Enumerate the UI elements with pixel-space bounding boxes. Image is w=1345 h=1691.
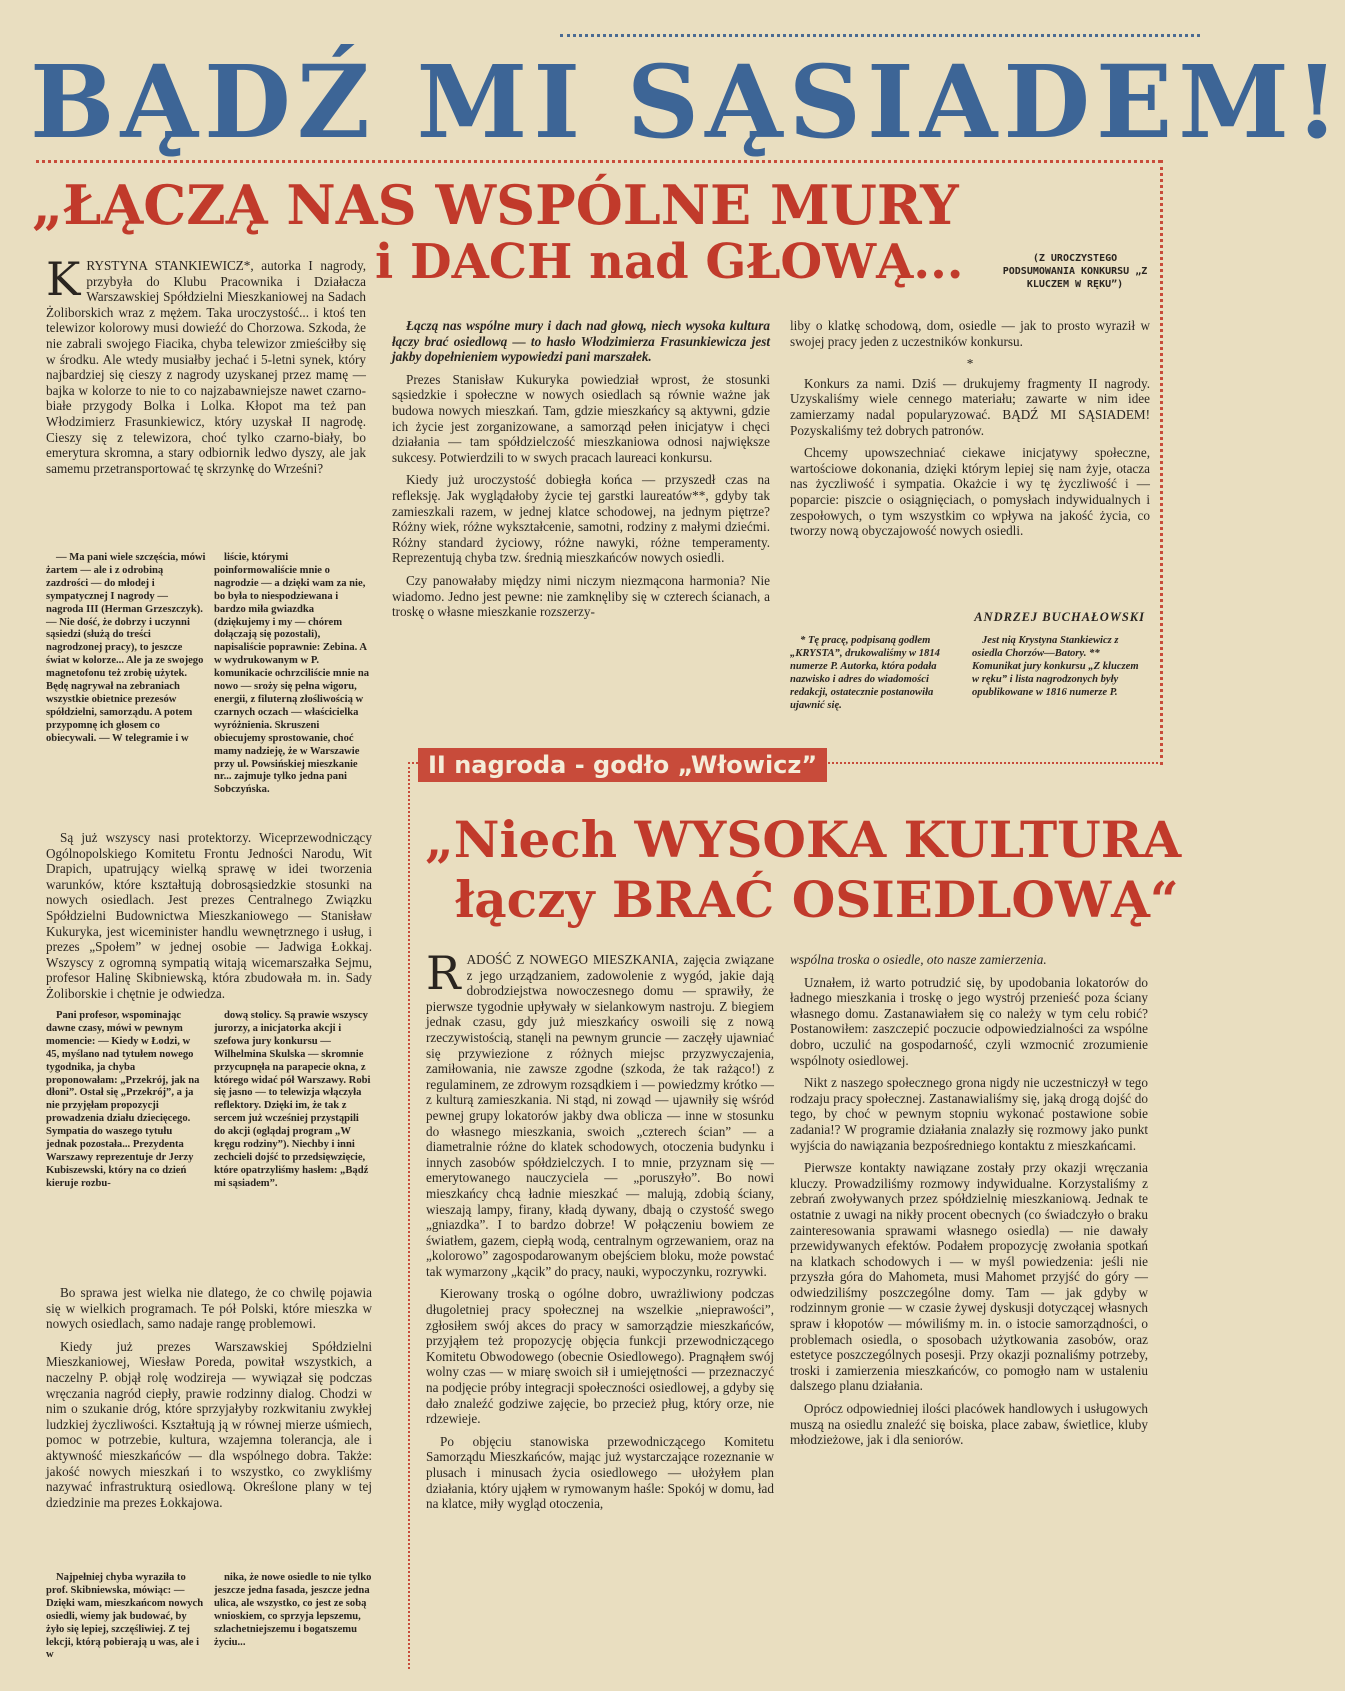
article1-col2-p4: Czy panowałaby między nimi niczym niezmącona harmonia? Nie wiadomo. Jedno jest pewne: nie zamknęliby się w czterech ścianach, a troskę o własne mieszkanie rozszerzy- <box>392 572 770 620</box>
article1-headline-line2: i DACH nad GŁOWĄ... <box>375 234 964 290</box>
right-border <box>1160 160 1163 765</box>
article1-col1-p1: RYSTYNA STANKIEWICZ*, autorka I nagrody, przybyła do Klubu Pracownika i Działacza Warszawskiej Spółdzielni Mieszkaniowej na Sadach Żoliborskich wraz z mężem. Taka uroczystość... i ktoś ten telewizor kolorowy musi dowieźć do Chorzowa. Szkoda, że nie zabrali swojego Fiacika, chyba telewizor zmieściłby się w środku. Ale wtedy musiałby jechać i 5-letni synek, który najbardziej się cieszy z nagrody uzyskanej przez mamę — bajka w kolorze to nie to co najzabawniejsze nawet czarno-białe przygody Bolka i Lolka. Kłopot ma też pan Włodzimierz Frasunkiewicz, który uzyskał II nagrodę. Cieszy się z telewizora, choć tylko czarno-biały, bo emerytura skromna, a stary odbiornik ledwo dyszy, ale jak samemu przetransportować tę skrzynkę do Wrześni? <box>46 258 366 476</box>
article1-column1-top <box>46 252 366 483</box>
small-text-c: Pani profesor, wspominając dawne czasy, mówi w pewnym momencie: — Kiedy w Łodzi, w 45, myślano nad tytułem nowego tygodnika, ja chyba proponowałam: „Przekrój, jak na dłoni”. Ostał się „Przekrój”, a ja nie przyjęłam propozycji prowadzenia działu dziecięcego. Sympatia do waszego tytułu jednak pozostała... Prezydenta Warszawy reprezentuje dr Jerzy Kubiszewski, który na co dzień kieruje rozbu- <box>46 1010 200 1189</box>
article1-col2-p3: Kiedy już uroczystość dobiegła końca — przyszedł czas na refleksję. Jak wyglądałoby życie tej garstki laureatów**, gdyby tak zamieszkali razem, w jednej klatce schodowej, na jednym piętrze? Różny wiek, różne wykształcenie, samotni, rodziny z małymi dziećmi. Różny standard życiowy, różne nawyki, różne temperamenty. Reprezentują chyba tzw. średnią mieszkańców nowych osiedli. <box>392 472 770 566</box>
article1-col2-p2: Prezes Stanisław Kukuryka powiedział wprost, że stosunki sąsiedzkie i społeczne w nowych osiedlach są równie ważne jak budowa nowych mieszkań. Tam, gdzie mieszkańcy są aktywni, gdzie ich życie jest zorganizowane, a samorząd pełen inicjatyw i chęci działania — tam spółdzielczość mieszkaniowa odnosi największe sukcesy. Potwierdzili to w swych pracach laureaci konkursu. <box>392 371 770 465</box>
article2-headline-line2: łączy BRAĆ OSIEDLOWĄ“ <box>455 870 1179 929</box>
article1-headline-line1: „ŁĄCZĄ NAS WSPÓLNE MURY <box>32 173 959 237</box>
article1-small-column-b <box>214 552 372 822</box>
article2-colB-p3: Nikt z naszego społecznego grona nigdy nie uczestniczył w tego rodzaju pracy społecznej. Zastanawialiśmy się, jaką drogą dojść do tego, by choć w pewnym stopniu wykonać postawione sobie zadania!? W programie działania znalazły się rozmowy jako punkt wyjścia do nawiązania bezpośredniego kontaktu z mieszkańcami. <box>790 1075 1148 1153</box>
separator-star: * <box>966 356 974 372</box>
article2-columnA <box>426 946 774 1672</box>
article1-column3 <box>790 318 1150 608</box>
footnote-text-2: Jest nią Krystyna Stankiewicz z osiedla Chorzów—Batory. ** Komunikat jury konkursu „Z kluczem w ręku” i lista nagrodzonych były opublikowane w 1816 numerze P. <box>972 635 1139 698</box>
dropcap-r: R <box>426 946 461 1000</box>
article1-author: ANDRZEJ BUCHAŁOWSKI <box>974 610 1145 624</box>
article1-small-column-c <box>46 1010 206 1280</box>
article1-col1-p2: Są już wszyscy nasi protektorzy. Wiceprzewodniczący Ogólnopolskiego Komitetu Frontu Jedności Narodu, Wit Drapich, upatrujący wielką sprawę w idei tworzenia warunków, które kształtują dobrosąsiedzkie stosunki na nowych osiedlach. Jest prezes Centralnego Związku Spółdzielni Budownictwa Mieszkaniowego — Stanisław Kukuryka, jest wiceminister handlu wewnętrznego i usług, i prezes „Społem” w jednej osobie — Jadwiga Łokkaj. Wszyscy z ogromną sympatią witają wicemarszałka Sejmu, profesor Halinę Skibniewską, która zbudowała m. in. Sady Żoliborskie i chętnie je odwiedza. <box>46 830 372 1001</box>
footnote-text-1: * Tę pracę, podpisaną godłem „KRYSTA”, drukowaliśmy w 1814 numerze P. Autorka, która podała nazwisko i adres do wiadomości redakcji, ostatecznie postanowiła ujawnić się. <box>790 635 940 711</box>
article1-column1-mid <box>46 830 372 1000</box>
divider-under-masthead <box>36 160 1161 163</box>
article2-colA-p1: ADOŚĆ Z NOWEGO MIESZKANIA, zajęcia związane z jego urządzaniem, zadowolenie z wygód, jakie dają dobrodziejstwa nowoczesnego domu — sprawiły, że pierwsze tygodnie upływały w sielankowym nastroju. Z biegiem jednak czasu, gdy już mieszkańcy oswoili się z nową rzeczywistością, stanęli na pewnym gruncie — zaczęły ujawniać się przywiezione z różnych miejsc przyzwyczajenia, zamiłowania, nie zawsze zgodne (szkoda, że tak rażąco!) z regulaminem, ze zdrowym rozsądkiem i — powiedzmy krótko — z kulturą zamieszkania. Ni stąd, ni zowąd — ujawniły się wśród pewnej grupy lokatorów jakby dwa oblicza — inne w stosunku do własnego mieszkania, swoich „czterech ścian” — a diametralnie różne do klatek schodowych, otoczenia budynku i innych zasobów spółdzielczych. I to mnie, przyznam się — emerytowanego nauczyciela — „poruszyło”. Bo nowi mieszkańcy chcą ładnie mieszkać — malują, zdobią ściany, wieszają lampy, firany, kładą dywany, dbają o czystość swego „gniazdka”. I to bardzo dobrze! W połączeniu bowiem ze światłem, gazem, ciepłą wodą, centralnym ogrzewaniem, oraz na „kolorowo” zagospodarowanym obejściem bloku, może powstać tak wymarzony „kącik” do pracy, nauki, wypoczynku, rozrywki. <box>426 952 774 1279</box>
article1-col3-p2: Konkurs za nami. Dziś — drukujemy fragmenty II nagrody. Uzyskaliśmy wiele cennego materiału; zawarte w nim idee zamierzamy nadal popularyzować. BĄDŹ MI SĄSIADEM! Pozyskaliśmy też dobrych patronów. <box>790 375 1150 438</box>
article2-colA-p3: Po objęciu stanowiska przewodniczącego Komitetu Samorządu Mieszkańców, mając już wystarczające rozeznanie w plusach i minusach życia osiedlowego — ułożyłem plan działania, który ująłem w rymowanym haśle: Spokój w domu, ład na klatce, miły wygląd otoczenia, <box>426 1433 774 1512</box>
article1-footnote1 <box>790 635 958 712</box>
masthead-title: BĄDŹ MI SĄSIADEM! <box>30 43 1345 161</box>
article1-column1-bottom <box>46 1285 372 1563</box>
small-text-d: dową stolicy. Są prawie wszyscy jurorzy, a inicjatorka akcji i szefowa jury konkursu — Wilhelmina Skulska — skromnie przycupnęła na parapecie okna, z którego widać pół Warszawy. Robi się jasno — to telewizja włączyła reflektory. Dzięki im, że tak z sercem już wcześniej przystąpili do akcji (oglądaj program „W kręgu rodziny”). Niechby i inni zechcieli dojść to przedsięwzięcie, które opatrzyliśmy hasłem: „Bądź mi sąsiadem”. <box>214 1010 371 1189</box>
small-text-e: Najpełniej chyba wyraziła to prof. Skibniewska, mówiąc: — Dzięki wam, mieszkańcom nowych osiedli, wiemy jak budować, by żyło się lepiej, szczęśliwiej. Z tej lekcji, którą pobierają u was, ale i w <box>46 1572 204 1661</box>
article1-col1-p3: Bo sprawa jest wielka nie dlatego, że co chwilę pojawia się w wielkich programach. Te pół Polski, które mieszka w nowych osiedlach, samo nadaje rangę problemowi. <box>46 1285 372 1332</box>
article1-small-column-f <box>214 1572 372 1682</box>
article2-colA-p2: Kierowany troską o ogólne dobro, uwrażliwiony podczas długoletniej pracy społecznej na wszelkie „nieprawości”, zgłosiłem swój akces do pracy w samorządzie mieszkańców, przyjąłem też propozycję objęcia funkcji przewodniczącego Komitetu Obwodowego (obecnie Osiedlowego). Pragnąłem swój wolny czas — w miarę swoich sił i umiejętności — przeznaczyć na podjęcie próby integracji społeczności osiedlowej, a gdyby się dało znaleźć godziwe zajęcie, bo przecież pług, który orze, nie rdzewieje. <box>426 1286 774 1427</box>
article2-colB-p1: wspólna troska o osiedle, oto nasze zamierzenia. <box>790 952 1047 967</box>
article2-colB-p2: Uznałem, iż warto potrudzić się, by upodobania lokatorów do ładnego mieszkania i troskę o jego wystrój przenieść poza ściany własnego domu. Zastanawiałem się co należy w tym celu robić? Postanowiłem: zaszczepić poczucie odpowiedzialności za wspólne dobro, uczulić na gospodarność, czyli wzmocnić zrozumienie wspólnoty osiedlowej. <box>790 974 1148 1068</box>
small-text-f: nika, że nowe osiedle to nie tylko jeszcze jedna fasada, jeszcze jedna ulica, ale wszystko, co jest ze sobą wnioskiem, co sprzyja lepszemu, szlachetniejszemu i bogatszemu życiu... <box>214 1572 372 1648</box>
article1-col3-p3: Chcemy upowszechniać ciekawe inicjatywy społeczne, wartościowe dokonania, dzięki którym lepiej się nam żyje, otacza nas życzliwość i sympatia. Okażcie i wy tę życzliwość i — poparcie: piszcie o osiągnięciach, o pomysłach indywidualnych i zespołowych, o tym wszystkim co wpływa na jakość życia, co tworzy nową obyczajowość nowych osiedli. <box>790 445 1150 539</box>
article1-col3-p1: liby o klatkę schodową, dom, osiedle — jak to prosto wyraził w swojej pracy jeden z uczestników konkursu. <box>790 318 1150 349</box>
article2-banner: II nagroda - godło „Włowicz” <box>418 748 827 782</box>
article1-col1-p4: Kiedy już prezes Warszawskiej Spółdzielni Mieszkaniowej, Wiesław Poreda, powitał wszystkich, a naczelny P. objął rolę wodzireja — wywiązał się podczas wręczania nagród ciepły, prawie rodzinny dialog. Chodzi w nim o szukanie dróg, które sprzyjałyby rozkwitaniu zwykłej ludzkiej życzliwości. Kształtują ją w równej mierze uśmiech, pomoc w potrzebie, kultura, wzajemna tolerancja, ale i aktywność mieszkańców — dla wspólnego dobra. Także: jakość nowych mieszkań i to wszystko, co zwykliśmy nazywać infrastrukturą osiedlową. Określone plany w tej dziedzinie ma prezes Łokkajowa. <box>46 1338 372 1510</box>
article1-side-note: (Z UROCZYSTEGO PODSUMOWANIA KONKURSU „Z KLUCZEM W RĘKU”) <box>1002 253 1148 290</box>
article1-small-column-d <box>214 1010 372 1280</box>
article2-colB-p4: Pierwsze kontakty nawiązane zostały przy okazji wręczania kluczy. Prowadziliśmy rozmowy indywidualne. Korzystaliśmy z zebrań zwoływanych przez spółdzielnię mieszkaniową. Jednak te ostatnie z uwagi na nikły procent obecnych (co świadczyło o braku zainteresowania sprawami własnego osiedla) — nie dawały przewidywanych efektów. Podałem propozycję zwołania spotkań na klatkach schodowych i — w myśl powiedzenia: jeśli nie przyszła góra do Mahometa, musi Mahomet przyjść do góry — odwiedziliśmy poszczególne domy. Tam — jak gdyby w rodzinnym gronie — w czasie żywej dyskusji dotyczącej własnych spraw i kłopotów — mówiliśmy m. in. o istocie samorządności, o problemach osiedla, o sposobach użytkowania zasobów, oraz estetyce poszczególnych posesji. Przy okazji poznaliśmy potrzeby, troski i zamierzenia mieszkańców, co pomogło nam w ustaleniu dalszego planu działania. <box>790 1160 1148 1394</box>
article2-headline-line1: „Niech WYSOKA KULTURA <box>425 810 1182 869</box>
article1-small-column-a <box>46 552 206 822</box>
article1-footnote2 <box>972 635 1144 700</box>
small-text-b: liście, którymi poinformowaliście mnie o nagrodzie — a dzięki wam za nie, bo była to niespodziewana i bardzo miła gwiazdka (dziękujemy i my — chórem dołączają się pozostali), napisaliście poprawnie: Zebina. A w wydrukowanym w P. komunikacie ochrzciliście mnie na nowo — sroży się pełna wigoru, energii, z filuterną złośliwością w czarnych oczach — właścicielka wyróżnienia. Skruszeni obiecujemy sprostowanie, choć mamy nadzieję, że w Warszawie przy ul. Powsińskiej mieszkanie nr... zajmuje tylko jedna pani Sobczyńska. <box>214 552 370 796</box>
article1-col2-p1: Łączą nas wspólne mury i dach nad głową, niech wysoka kultura łączy brać osiedlową — to hasło Włodzimierza Frasunkiewicza jest jakby dopełnieniem wypowiedzi pani marszałek. <box>392 318 770 365</box>
article1-column2 <box>392 318 770 732</box>
article2-columnB <box>790 952 1148 1677</box>
small-text-a: — Ma pani wiele szczęścia, mówi żartem — ale i z odrobiną zazdrości — do młodej i sympatycznej I nagrody — nagroda III (Herman Grzeszczyk). — Nie dość, że dobrzy i uczynni sąsiedzi (służą do treści nagrodzonej pracy), to jeszcze świat w kolorze... Ale ja ze swojego magnetofonu też zrobię użytek. Będę nagrywał na zebraniach wszystkie obietnice prezesów spółdzielni, samorządu. A potem przypomnę ich głosem co obiecywali. — W telegramie i w <box>46 552 206 744</box>
dropcap-k: K <box>46 252 81 306</box>
article2-colB-p5: Oprócz odpowiedniej ilości placówek handlowych i usługowych muszą na osiedlu znaleźć się boiska, place zabaw, świetlice, kluby młodzieżowe, jak i dla seniorów. <box>790 1401 1148 1448</box>
article1-small-column-e <box>46 1572 206 1682</box>
